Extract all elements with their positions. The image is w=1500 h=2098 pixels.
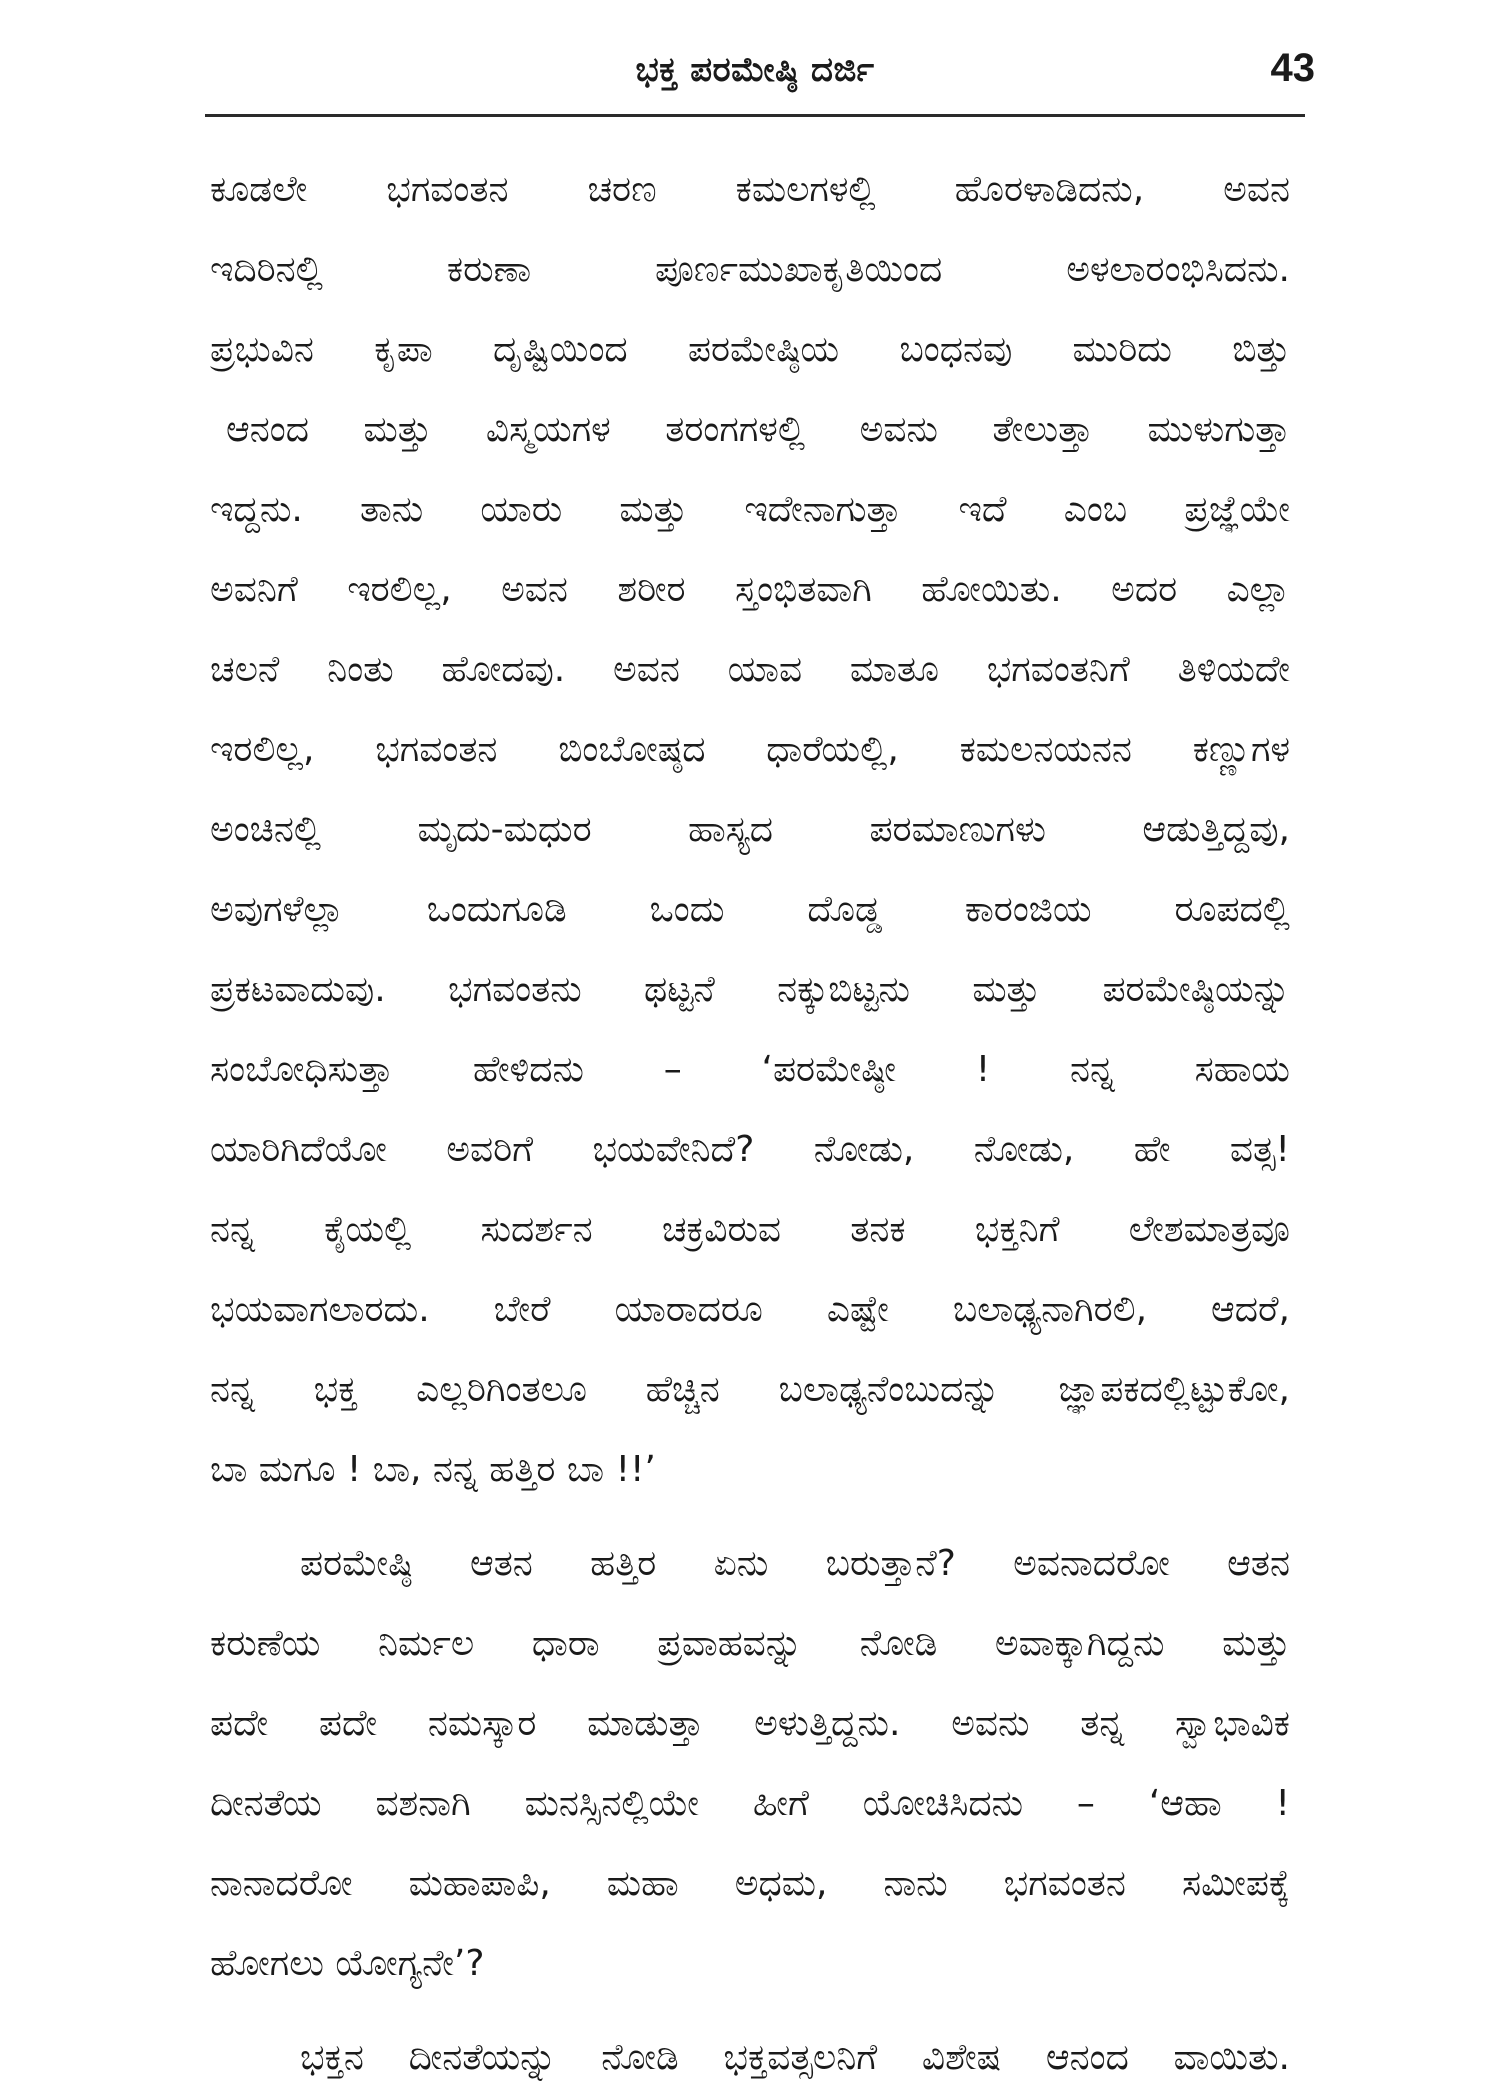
text-line: ಭಯವಾಗಲಾರದು. ಬೇರೆ ಯಾರಾದರೂ ಎಷ್ಟೇ ಬಲಾಢ್ಯನಾಗಿರಲಿ, ಆದರೆ, (210, 1289, 1290, 1330)
text-line: ಸಂಬೋಧಿಸುತ್ತಾ ಹೇಳಿದನು – ‘ಪರಮೇಷ್ಠೀ ! ನನ್ನ ಸಹಾಯ (210, 1049, 1290, 1090)
paragraph-1 (210, 150, 1290, 1510)
text-line: ಅಂಚಿನಲ್ಲಿ ಮೃದು-ಮಧುರ ಹಾಸ್ಯದ ಪರಮಾಣುಗಳು ಆಡುತ್ತಿದ್ದವು, (210, 809, 1290, 850)
page-number: 43 (1270, 46, 1315, 90)
paragraph-gap (210, 1510, 1290, 1524)
text-line: ಹೋಗಲು ಯೋಗ್ಯನೇ’? (210, 1943, 485, 1984)
text-line: ಚಲನೆ ನಿಂತು ಹೋದವು. ಅವನ ಯಾವ ಮಾತೂ ಭಗವಂತನಿಗೆ ತಿಳಿಯದೇ (210, 649, 1290, 690)
text-line: ಕೂಡಲೇ ಭಗವಂತನ ಚರಣ ಕಮಲಗಳಲ್ಲಿ ಹೊರಳಾಡಿದನು, ಅವನ (210, 169, 1290, 210)
text-line: ಅವನಿಗೆ ಇರಲಿಲ್ಲ, ಅವನ ಶರೀರ ಸ್ತಂಭಿತವಾಗಿ ಹೋಯಿತು. ಅದರ ಎಲ್ಲಾ (210, 569, 1290, 610)
text-line: ಯಾರಿಗಿದೆಯೋ ಅವರಿಗೆ ಭಯವೇನಿದೆ? ನೋಡು, ನೋಡು, ಹೇ ವತ್ಸ! (210, 1129, 1290, 1170)
text-line: ನನ್ನ ಭಕ್ತ ಎಲ್ಲರಿಗಿಂತಲೂ ಹೆಚ್ಚಿನ ಬಲಾಢ್ಯನೆಂಬುದನ್ನು ಜ್ಞಾಪಕದಲ್ಲಿಟ್ಟುಕೋ, (210, 1369, 1290, 1410)
paragraph-2 (210, 1524, 1290, 2004)
body-text (210, 150, 1290, 2098)
paragraph-gap (210, 2004, 1290, 2018)
text-line: ನಾನಾದರೋ ಮಹಾಪಾಪಿ, ಮಹಾ ಅಧಮ, ನಾನು ಭಗವಂತನ ಸಮೀಪಕ್ಕೆ (210, 1863, 1290, 1904)
text-line: ಇದ್ದನು. ತಾನು ಯಾರು ಮತ್ತು ಇದೇನಾಗುತ್ತಾ ಇದೆ ಎಂಬ ಪ್ರಜ್ಞೆಯೇ (210, 489, 1290, 530)
text-line: ಅವುಗಳೆಲ್ಲಾ ಒಂದುಗೂಡಿ ಒಂದು ದೊಡ್ಡ ಕಾರಂಜಿಯ ರೂಪದಲ್ಲಿ (210, 889, 1290, 930)
header-rule (205, 114, 1305, 117)
running-header (205, 42, 1315, 114)
text-line: ಕರುಣೆಯ ನಿರ್ಮಲ ಧಾರಾ ಪ್ರವಾಹವನ್ನು ನೋಡಿ ಅವಾಕ್ಕಾಗಿದ್ದನು ಮತ್ತು (210, 1623, 1290, 1664)
text-line: ಬಾ ಮಗೂ ! ಬಾ, ನನ್ನ ಹತ್ತಿರ ಬಾ !!’ (210, 1449, 656, 1490)
running-title: ಭಕ್ತ ಪರಮೇಷ್ಠಿ ದರ್ಜಿ (635, 50, 875, 90)
text-line: ಪರಮೇಷ್ಠಿ ಆತನ ಹತ್ತಿರ ಏನು ಬರುತ್ತಾನೆ? ಅವನಾದರೋ ಆತನ (300, 1543, 1290, 1584)
text-line: ದೀನತೆಯ ವಶನಾಗಿ ಮನಸ್ಸಿನಲ್ಲಿಯೇ ಹೀಗೆ ಯೋಚಿಸಿದನು – ‘ಆಹಾ ! (210, 1783, 1290, 1824)
text-line: ಇದಿರಿನಲ್ಲಿ ಕರುಣಾ ಪೂರ್ಣಮುಖಾಕೃತಿಯಿಂದ ಅಳಲಾರಂಭಿಸಿದನು. (210, 249, 1290, 290)
text-line: ಆನಂದ ಮತ್ತು ವಿಸ್ಮಯಗಳ ತರಂಗಗಳಲ್ಲಿ ಅವನು ತೇಲುತ್ತಾ ಮುಳುಗುತ್ತಾ (226, 409, 1290, 450)
text-line: ಇರಲಿಲ್ಲ, ಭಗವಂತನ ಬಿಂಬೋಷ್ಠದ ಧಾರೆಯಲ್ಲಿ, ಕಮಲನಯನನ ಕಣ್ಣುಗಳ (210, 729, 1290, 770)
text-line: ಪದೇ ಪದೇ ನಮಸ್ಕಾರ ಮಾಡುತ್ತಾ ಅಳುತ್ತಿದ್ದನು. ಅವನು ತನ್ನ ಸ್ವಾಭಾವಿಕ (210, 1703, 1290, 1744)
text-line: ನನ್ನ ಕೈಯಲ್ಲಿ ಸುದರ್ಶನ ಚಕ್ರವಿರುವ ತನಕ ಭಕ್ತನಿಗೆ ಲೇಶಮಾತ್ರವೂ (210, 1209, 1290, 1250)
text-line: ಭಕ್ತನ ದೀನತೆಯನ್ನು ನೋಡಿ ಭಕ್ತವತ್ಸಲನಿಗೆ ವಿಶೇಷ ಆನಂದ ವಾಯಿತು. (300, 2037, 1290, 2078)
text-line: ಪ್ರಭುವಿನ ಕೃಪಾ ದೃಷ್ಟಿಯಿಂದ ಪರಮೇಷ್ಠಿಯ ಬಂಧನವು ಮುರಿದು ಬಿತ್ತು (210, 329, 1290, 370)
text-line: ಪ್ರಕಟವಾದುವು. ಭಗವಂತನು ಥಟ್ಟನೆ ನಕ್ಕುಬಿಟ್ಟನು ಮತ್ತು ಪರಮೇಷ್ಠಿಯನ್ನು (210, 969, 1290, 1010)
paragraph-3 (210, 2018, 1290, 2098)
